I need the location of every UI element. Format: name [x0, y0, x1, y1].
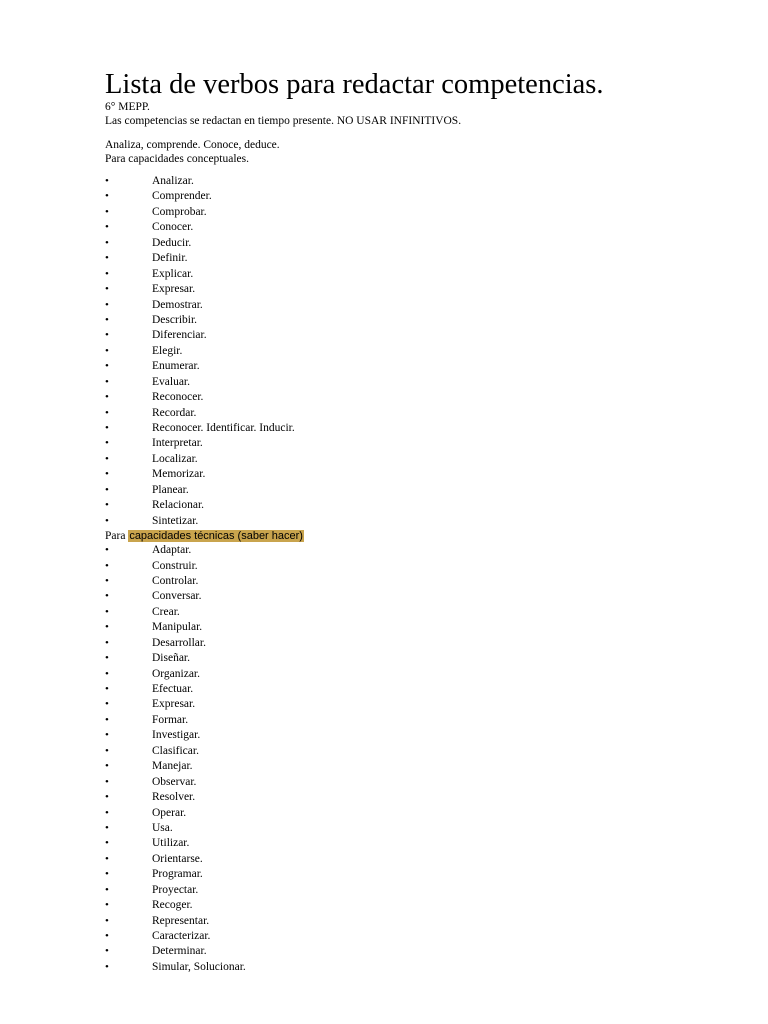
list-item: [105, 313, 725, 328]
list-item-text: Reconocer. Identificar. Inducir.: [152, 422, 295, 434]
bullet-icon: •: [105, 698, 109, 711]
list-item-text: Determinar.: [152, 945, 207, 958]
intro-examples: Analiza, comprende. Conoce, deduce.: [105, 139, 280, 151]
list-item-text: Representar.: [152, 914, 210, 927]
list-item-text: Memorizar.: [152, 468, 206, 481]
bullet-icon: •: [105, 837, 109, 850]
list-item-text: Comprender.: [152, 190, 212, 203]
list-item: [105, 267, 725, 282]
bullet-icon: •: [105, 914, 109, 927]
list-item: [105, 452, 725, 467]
list-item: [105, 514, 725, 529]
list-item-text: Elegir.: [152, 344, 183, 357]
bullet-icon: •: [105, 468, 109, 481]
bullet-icon: •: [105, 744, 109, 757]
list-item: [105, 636, 725, 651]
bullet-icon: •: [105, 298, 109, 311]
bullet-icon: •: [105, 806, 109, 819]
list-item: [105, 605, 725, 620]
bullet-icon: •: [105, 667, 109, 680]
list-item: [105, 914, 725, 929]
list-item-text: Demostrar.: [152, 298, 203, 311]
list-item: [105, 651, 725, 666]
bullet-icon: •: [105, 729, 109, 742]
bullet-icon: •: [105, 574, 109, 587]
list-item: [105, 390, 725, 405]
list-item-text: Expresar.: [152, 698, 196, 711]
list-item: [105, 728, 725, 743]
document-title: Lista de verbos para redactar competencias.: [105, 69, 604, 100]
list-item-text: Manipular.: [152, 621, 203, 634]
list-item: [105, 282, 725, 297]
list-item: [105, 867, 725, 882]
bullet-icon: •: [105, 683, 109, 695]
bullet-icon: •: [105, 868, 109, 881]
list-item-text: Desarrollar.: [152, 636, 206, 649]
bullet-icon: •: [105, 636, 109, 649]
bullet-icon: •: [105, 452, 109, 465]
bullet-icon: •: [105, 267, 109, 280]
list-item-text: Adaptar.: [152, 544, 192, 557]
list-item-text: Manejar.: [152, 760, 193, 773]
list-item: [105, 620, 725, 635]
list-item-text: Conversar.: [152, 590, 202, 603]
list-item-text: Utilizar.: [152, 837, 190, 850]
bullet-icon: •: [105, 852, 109, 865]
list-item: [105, 251, 725, 266]
list-item: [105, 929, 725, 944]
bullet-icon: •: [105, 883, 109, 896]
list-item: [105, 406, 725, 421]
list-item-text: Recordar.: [152, 406, 197, 419]
list-item-text: Deducir.: [152, 236, 192, 249]
list-item: [105, 682, 725, 697]
bullet-icon: •: [105, 236, 109, 249]
list-item-text: Expresar.: [152, 283, 196, 296]
list-item: [105, 328, 725, 343]
list-item-text: Evaluar.: [152, 375, 190, 388]
list-item: [105, 944, 725, 959]
list-item-text: Conocer.: [152, 221, 194, 234]
list-item-text: Efectuar.: [152, 683, 194, 695]
list-item: [105, 960, 725, 975]
list-item-text: Comprobar.: [152, 205, 207, 218]
list-item: [105, 744, 725, 759]
list-item-text: Localizar.: [152, 452, 198, 465]
bullet-icon: •: [105, 375, 109, 388]
list-item: [105, 589, 725, 604]
spacer: [105, 166, 725, 174]
bullet-icon: •: [105, 422, 109, 434]
bullet-icon: •: [105, 175, 109, 187]
list-item-text: Orientarse.: [152, 852, 203, 865]
list-item-text: Controlar.: [152, 574, 199, 587]
bullet-icon: •: [105, 190, 109, 203]
bullet-icon: •: [105, 791, 109, 804]
list-item-text: Sintetizar.: [152, 514, 199, 527]
document-note: Las competencias se redactan en tiempo presente. NO USAR INFINITIVOS.: [105, 115, 462, 127]
bullet-icon: •: [105, 821, 109, 834]
document-page: [105, 70, 725, 975]
list-item: [105, 375, 725, 390]
list-item: [105, 821, 725, 836]
list-item: [105, 898, 725, 913]
bullet-icon: •: [105, 590, 109, 603]
list-item-text: Caracterizar.: [152, 930, 211, 942]
list-item: [105, 667, 725, 682]
list-item-text: Resolver.: [152, 791, 196, 804]
list-item-text: Diferenciar.: [152, 329, 207, 342]
bullet-icon: •: [105, 329, 109, 342]
list-item: [105, 574, 725, 589]
list-item-text: Organizar.: [152, 667, 201, 680]
bullet-icon: •: [105, 252, 109, 265]
bullet-icon: •: [105, 514, 109, 527]
list-item: [105, 498, 725, 513]
list-item-text: Operar.: [152, 806, 187, 819]
bullet-icon: •: [105, 760, 109, 773]
bullet-icon: •: [105, 775, 109, 788]
conceptual-heading: Para capacidades conceptuales.: [105, 153, 249, 165]
list-item: [105, 806, 725, 821]
bullet-icon: •: [105, 437, 109, 450]
bullet-icon: •: [105, 406, 109, 419]
list-item-text: Programar.: [152, 868, 203, 881]
list-item: [105, 697, 725, 712]
list-item-text: Clasificar.: [152, 744, 199, 757]
technical-verb-list: [105, 543, 725, 975]
list-item: [105, 467, 725, 482]
bullet-icon: •: [105, 205, 109, 218]
list-item-text: Enumerar.: [152, 360, 200, 373]
bullet-icon: •: [105, 313, 109, 326]
bullet-icon: •: [105, 652, 109, 665]
bullet-icon: •: [105, 483, 109, 496]
bullet-icon: •: [105, 544, 109, 557]
bullet-icon: •: [105, 605, 109, 618]
list-item: [105, 713, 725, 728]
bullet-icon: •: [105, 559, 109, 572]
list-item-text: Proyectar.: [152, 883, 199, 896]
list-item: [105, 775, 725, 790]
bullet-icon: •: [105, 713, 109, 726]
technical-heading: [105, 529, 725, 543]
list-item-text: Diseñar.: [152, 652, 191, 665]
technical-heading-prefix: Para: [105, 530, 126, 543]
list-item-text: Usa.: [152, 821, 173, 834]
list-item: [105, 205, 725, 220]
list-item: [105, 483, 725, 498]
list-item-text: Explicar.: [152, 267, 194, 280]
bullet-icon: •: [105, 930, 109, 942]
list-item-text: Crear.: [152, 605, 180, 618]
list-item: [105, 189, 725, 204]
technical-heading-highlight: capacidades técnicas (saber hacer): [129, 530, 303, 543]
list-item-text: Interpretar.: [152, 437, 203, 450]
list-item: [105, 883, 725, 898]
bullet-icon: •: [105, 221, 109, 234]
list-item: [105, 421, 725, 436]
list-item: [105, 852, 725, 867]
conceptual-verb-list: [105, 174, 725, 529]
list-item-text: Definir.: [152, 252, 188, 265]
spacer: [105, 128, 725, 138]
list-item-text: Investigar.: [152, 729, 201, 742]
list-item: [105, 344, 725, 359]
list-item-text: Reconocer.: [152, 391, 204, 404]
list-item: [105, 543, 725, 558]
list-item-text: Planear.: [152, 483, 189, 496]
bullet-icon: •: [105, 360, 109, 373]
list-item: [105, 359, 725, 374]
list-item-text: Recoger.: [152, 899, 193, 912]
bullet-icon: •: [105, 899, 109, 912]
list-item-text: Describir.: [152, 313, 198, 326]
bullet-icon: •: [105, 344, 109, 357]
list-item: [105, 236, 725, 251]
bullet-icon: •: [105, 960, 109, 973]
list-item: [105, 436, 725, 451]
bullet-icon: •: [105, 499, 109, 512]
list-item: [105, 559, 725, 574]
list-item: [105, 790, 725, 805]
list-item: [105, 174, 725, 189]
list-item-text: Simular, Solucionar.: [152, 960, 246, 973]
document-subtitle: 6° MEPP.: [105, 101, 150, 113]
bullet-icon: •: [105, 621, 109, 634]
list-item: [105, 836, 725, 851]
list-item-text: Formar.: [152, 713, 189, 726]
list-item: [105, 298, 725, 313]
list-item-text: Construir.: [152, 559, 198, 572]
bullet-icon: •: [105, 391, 109, 404]
bullet-icon: •: [105, 283, 109, 296]
list-item: [105, 220, 725, 235]
bullet-icon: •: [105, 945, 109, 958]
list-item: [105, 759, 725, 774]
list-item-text: Relacionar.: [152, 499, 205, 512]
list-item-text: Observar.: [152, 775, 197, 788]
list-item-text: Analizar.: [152, 175, 194, 187]
